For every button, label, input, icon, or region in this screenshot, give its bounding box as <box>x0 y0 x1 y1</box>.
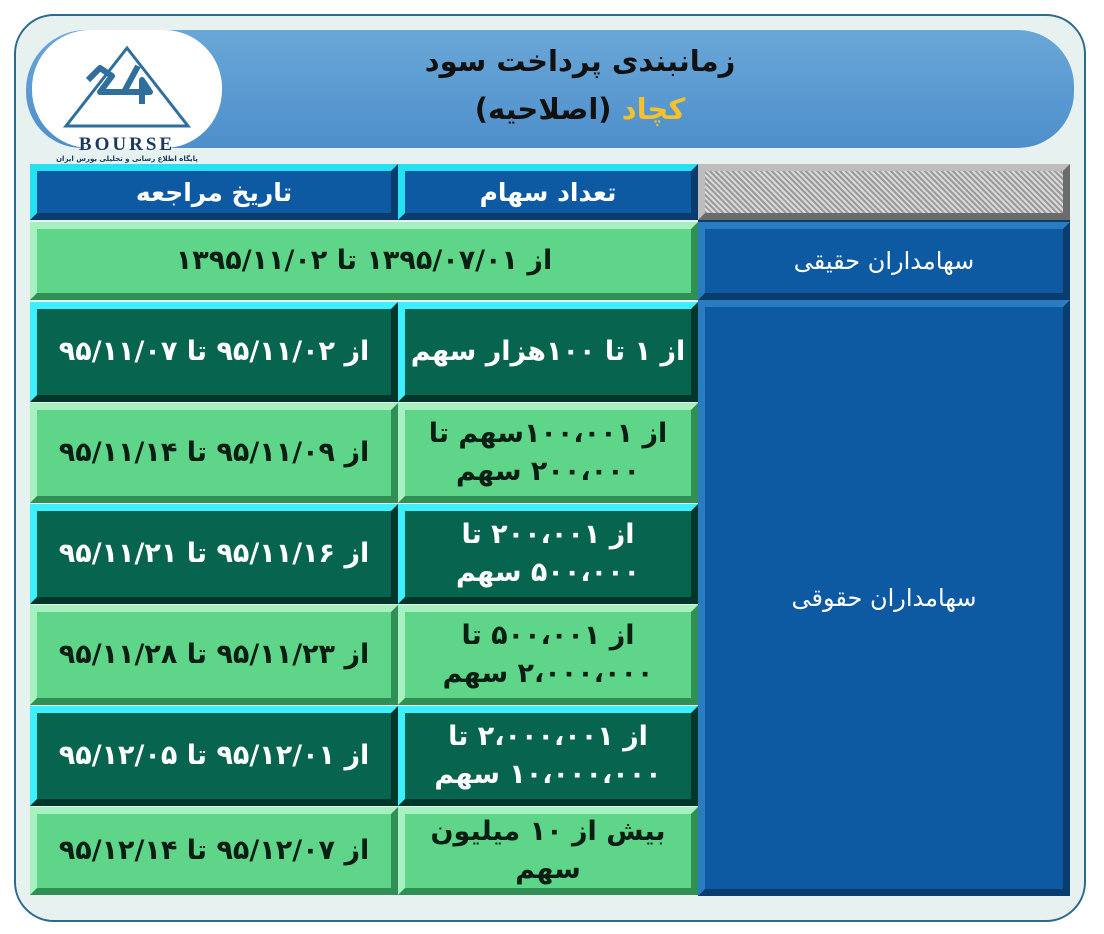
table-row-3-date <box>30 504 398 604</box>
bourse-logo <box>32 30 222 163</box>
row-date-text: از ۹۵/۱۱/۲۳ تا ۹۵/۱۱/۲۸ <box>58 639 370 671</box>
table-row-2-shares <box>398 403 698 503</box>
row-date-text: از ۹۵/۱۱/۰۹ تا ۹۵/۱۱/۱۴ <box>58 437 370 469</box>
column-header-shares <box>398 164 698 220</box>
table-row-5-shares <box>398 706 698 806</box>
logo-tagline: پایگاه اطلاع رسانی و تحلیلی بورس ایران <box>56 155 198 163</box>
column-header-shares-label: تعداد سهام <box>479 177 617 207</box>
row-date-text: از ۹۵/۱۲/۰۱ تا ۹۵/۱۲/۰۵ <box>58 740 370 772</box>
table-row-6-shares <box>398 807 698 895</box>
row-shares-text: از ۱ تا ۱۰۰هزار سهم <box>410 336 686 368</box>
table-row-3-shares <box>398 504 698 604</box>
table-row-5-date <box>30 706 398 806</box>
group-legal-shareholders <box>698 300 1070 896</box>
page-subtitle <box>230 92 930 126</box>
corner-cell <box>698 164 1070 220</box>
table-row-4-date <box>30 605 398 705</box>
row-shares-text: از ۵۰۰،۰۰۱ تا ۲،۰۰۰،۰۰۰ سهم <box>442 620 654 689</box>
group-real-shareholders <box>698 222 1070 300</box>
row-shares-text: از ۱۰۰،۰۰۱سهم تا ۲۰۰،۰۰۰ سهم <box>428 418 668 487</box>
table-row-1-shares <box>398 302 698 402</box>
row-shares-text: از ۲۰۰،۰۰۱ تا ۵۰۰،۰۰۰ سهم <box>455 519 641 588</box>
row-date-text: از ۹۵/۱۱/۱۶ تا ۹۵/۱۱/۲۱ <box>58 538 370 570</box>
group-legal-label: سهامداران حقوقی <box>791 584 977 612</box>
row-date-text: از ۹۵/۱۲/۰۷ تا ۹۵/۱۲/۱۴ <box>58 835 370 867</box>
table-row-6-date <box>30 807 398 895</box>
real-period-text: از ۱۳۹۵/۰۷/۰۱ تا ۱۳۹۵/۱۱/۰۲ <box>175 245 553 277</box>
real-shareholders-period <box>30 222 698 300</box>
logo-word: BOURSE <box>78 134 176 155</box>
table-row-1-date <box>30 302 398 402</box>
amendment-label: (اصلاحیه) <box>474 92 612 126</box>
group-real-label: سهامداران حقیقی <box>793 247 975 275</box>
symbol-name: کچاد <box>621 92 686 126</box>
column-header-date <box>30 164 398 220</box>
column-header-date-label: تاریخ مراجعه <box>135 177 293 207</box>
logo-mark-icon <box>38 40 216 136</box>
table-row-2-date <box>30 403 398 503</box>
page-title: زمانبندی پرداخت سود <box>424 44 736 78</box>
row-shares-text: از ۲،۰۰۰،۰۰۱ تا ۱۰،۰۰۰،۰۰۰ سهم <box>434 721 662 790</box>
row-shares-text: بیش از ۱۰ میلیون سهم <box>430 816 666 885</box>
table-row-4-shares <box>398 605 698 705</box>
row-date-text: از ۹۵/۱۱/۰۲ تا ۹۵/۱۱/۰۷ <box>58 336 370 368</box>
